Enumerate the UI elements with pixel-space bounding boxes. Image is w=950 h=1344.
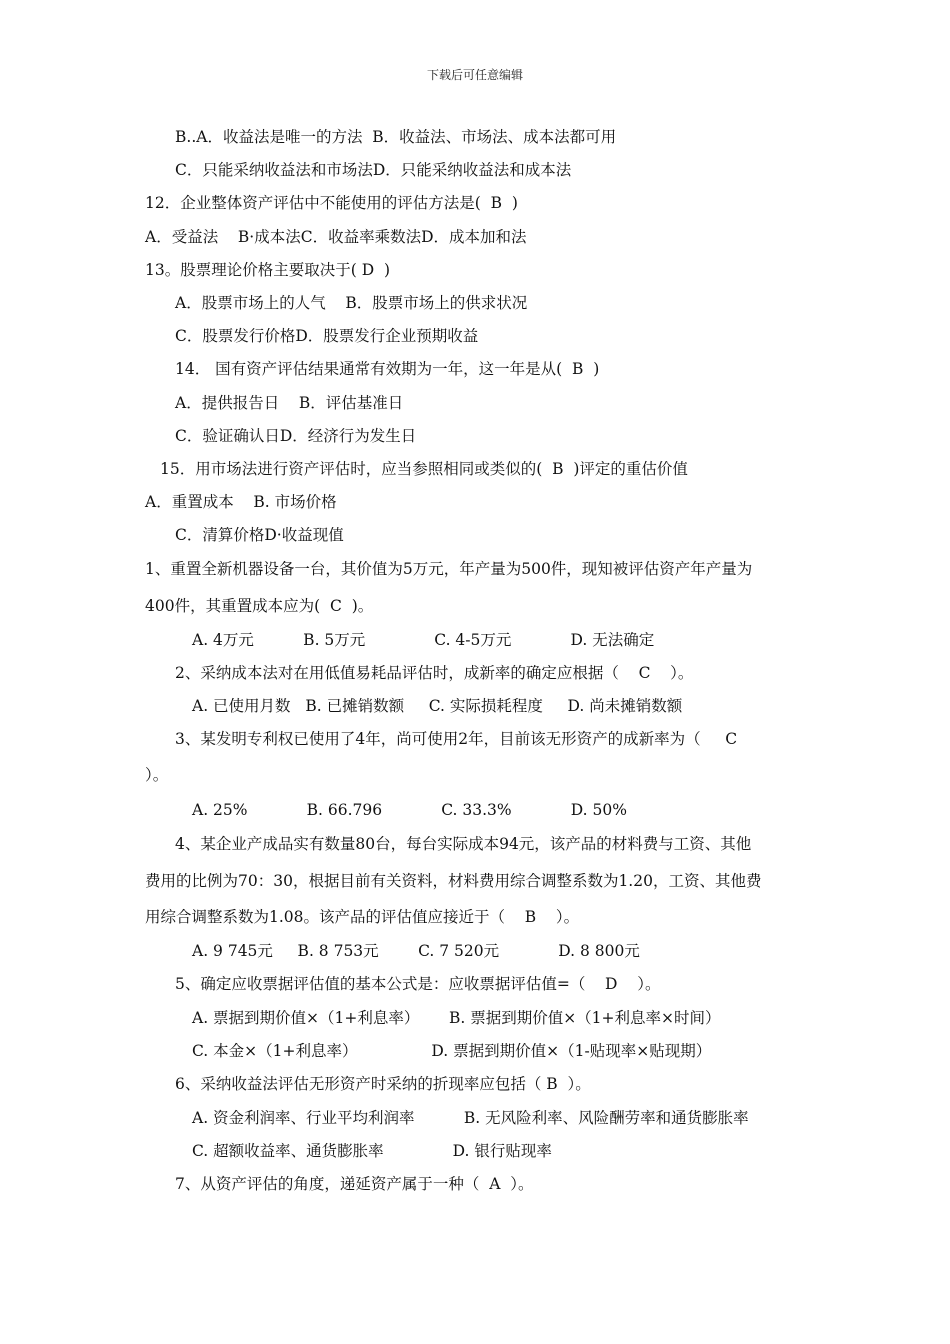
- text-line: C．验证确认日D．经济行为发生日: [175, 427, 417, 445]
- text-line: C．清算价格D·收益现值: [175, 526, 344, 544]
- question-line: 4、某企业产成品实有数量80台，每台实际成本94元，该产品的材料费与工资、其他: [175, 835, 752, 853]
- question-line: 14． 国有资产评估结果通常有效期为一年，这一年是从( B ): [175, 360, 600, 378]
- question-line: 1、重置全新机器设备一台，其价值为5万元，年产量为500件，现知被评估资产年产量为: [145, 560, 753, 578]
- text-line: C. 本金×（1+利息率） D. 票据到期价值×（1-贴现率×贴现期）: [192, 1042, 712, 1060]
- text-line: A．受益法 B·成本法C．收益率乘数法D．成本加和法: [145, 228, 527, 246]
- text-line: 400件，其重置成本应为( C )。: [145, 597, 374, 615]
- question-line: 12．企业整体资产评估中不能使用的评估方法是( B ): [145, 194, 518, 212]
- question-line: 2、采纳成本法对在用低值易耗品评估时，成新率的确定应根据（ C ）。: [175, 664, 694, 682]
- text-line: A．提供报告日 B．评估基准日: [175, 394, 404, 412]
- text-line: A．重置成本 B. 市场价格: [145, 493, 337, 511]
- text-line: A. 资金利润率、行业平均利润率 B. 无风险利率、风险酬劳率和通货膨胀率: [192, 1109, 749, 1127]
- text-line: C．股票发行价格D．股票发行企业预期收益: [175, 327, 479, 345]
- text-line: B..A．收益法是唯一的方法 B．收益法、市场法、成本法都可用: [175, 128, 617, 146]
- text-line: A. 25% B. 66.796 C. 33.3% D. 50%: [192, 801, 627, 819]
- text-line: A. 已使用月数 B. 已摊销数额 C. 实际损耗程度 D. 尚未摊销数额: [192, 697, 683, 715]
- question-line: 6、采纳收益法评估无形资产时采纳的折现率应包括（ B ）。: [175, 1075, 591, 1093]
- question-line: 7、从资产评估的角度，递延资产属于一种（ A ）。: [175, 1175, 534, 1193]
- question-line: 15．用市场法进行资产评估时，应当参照相同或类似的( B )评定的重估价值: [160, 460, 688, 478]
- text-line: C. 超额收益率、通货膨胀率 D. 银行贴现率: [192, 1142, 552, 1160]
- text-line: 用综合调整系数为1.08。该产品的评估值应接近于（ B ）。: [145, 908, 580, 926]
- question-line: 3、某发明专利权已使用了4年，尚可使用2年，目前该无形资产的成新率为（ C: [175, 730, 738, 748]
- text-line: A. 票据到期价值×（1+利息率） B. 票据到期价值×（1+利息率×时间）: [192, 1009, 721, 1027]
- text-line: A．股票市场上的人气 B．股票市场上的供求状况: [175, 294, 528, 312]
- page-header: 下载后可任意编辑: [426, 68, 523, 82]
- text-line: A. 9 745元 B. 8 753元 C. 7 520元 D. 8 800元: [192, 942, 640, 960]
- text-line: C．只能采纳收益法和市场法D．只能采纳收益法和成本法: [175, 161, 572, 179]
- text-line: ）。: [145, 766, 169, 784]
- text-line: 费用的比例为70：30，根据目前有关资料，材料费用综合调整系数为1.20，工资、其他费: [145, 872, 762, 890]
- question-line: 5、确定应收票据评估值的基本公式是：应收票据评估值=（ D ）。: [175, 975, 661, 993]
- text-line: A. 4万元 B. 5万元 C. 4-5万元 D. 无法确定: [192, 631, 655, 649]
- question-line: 13。股票理论价格主要取决于( D ): [145, 261, 391, 279]
